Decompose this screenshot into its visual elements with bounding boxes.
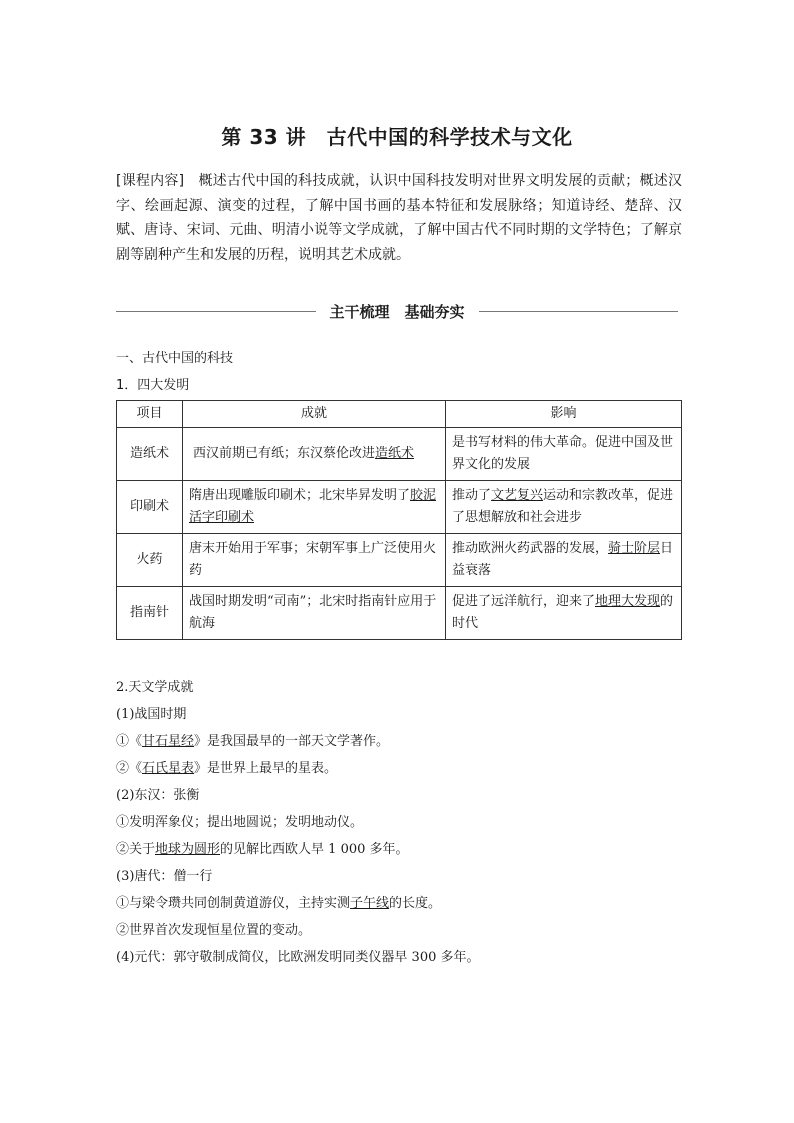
astronomy-line: (4)元代：郭守敬制成简仪，比欧洲发明同类仪器早 300 多年。 — [116, 950, 480, 965]
astronomy-line: ②关于地球为圆形的见解比西欧人早 1 000 多年。 — [116, 842, 409, 857]
achievement-cell: 隋唐出现雕版印刷术；北宋毕昇发明了胶泥活字印刷术 — [183, 481, 446, 534]
course-content-paragraph — [116, 169, 682, 267]
astronomy-line: ②世界首次发现恒星位置的变动。 — [116, 923, 312, 938]
section-divider — [116, 300, 678, 322]
impact-cell: 推动了文艺复兴运动和宗教改革，促进了思想解放和社会进步 — [446, 481, 682, 534]
achievement-cell: 唐末开始用于军事；宋朝军事上广泛使用火药 — [183, 534, 446, 587]
impact-cell: 促进了远洋航行，迎来了地理大发现的时代 — [446, 587, 682, 640]
table-row — [117, 481, 682, 534]
achievement-cell: 战国时期发明“司南”；北宋时指南针应用于航海 — [183, 587, 446, 640]
divider-line-right — [479, 311, 679, 312]
astronomy-line: ①《甘石星经》是我国最早的一部天文学著作。 — [116, 734, 390, 749]
invention-name: 印刷术 — [117, 481, 183, 534]
divider-line-left — [116, 311, 316, 312]
four-inventions-table — [116, 400, 682, 640]
course-content-text: 概述古代中国的科技成就，认识中国科技发明对世界文明发展的贡献；概述汉字、绘画起源、演变的过程，了解中国书画的基本特征和发展脉络；知道诗经、楚辞、汉赋、唐诗、宋词、元曲、明清小说等文学成就，了解中国古代不同时期的文学特色；了解京剧等剧种产生和发展的历程，说明其艺术成就。 — [116, 173, 682, 263]
header-item: 项目 — [117, 401, 183, 428]
table-row — [117, 587, 682, 640]
page-title: 第 33 讲 古代中国的科学技术与文化 — [221, 125, 573, 149]
header-impact: 影响 — [446, 401, 682, 428]
divider-title: 主干梳理 基础夯实 — [329, 302, 465, 321]
invention-name: 指南针 — [117, 587, 183, 640]
table-row — [117, 534, 682, 587]
header-achievement: 成就 — [183, 401, 446, 428]
table-header-row — [117, 401, 682, 428]
astronomy-line: ①发明浑象仪；提出地圆说；发明地动仪。 — [116, 815, 364, 830]
impact-cell: 是书写材料的伟大革命。促进中国及世界文化的发展 — [446, 428, 682, 481]
achievement-cell: 西汉前期已有纸；东汉蔡伦改进造纸术 — [183, 428, 446, 481]
table-row — [117, 428, 682, 481]
section-heading-science: 一、古代中国的科技 — [116, 351, 234, 366]
astronomy-line: ①与梁令瓒共同创制黄道游仪，主持实测子午线的长度。 — [116, 896, 442, 911]
subheading-four-inventions: 1．四大发明 — [116, 378, 190, 393]
invention-name: 火药 — [117, 534, 183, 587]
invention-name: 造纸术 — [117, 428, 183, 481]
course-content-tag: [课程内容] — [116, 173, 185, 189]
astronomy-line: (2)东汉：张衡 — [116, 788, 200, 803]
subheading-astronomy: 2.天文学成就 — [116, 680, 194, 695]
impact-cell: 推动欧洲火药武器的发展，骑士阶层日益衰落 — [446, 534, 682, 587]
astronomy-line: (3)唐代：僧一行 — [116, 869, 213, 884]
astronomy-line: ②《石氏星表》是世界上最早的星表。 — [116, 761, 338, 776]
astronomy-line: (1)战国时期 — [116, 707, 187, 722]
